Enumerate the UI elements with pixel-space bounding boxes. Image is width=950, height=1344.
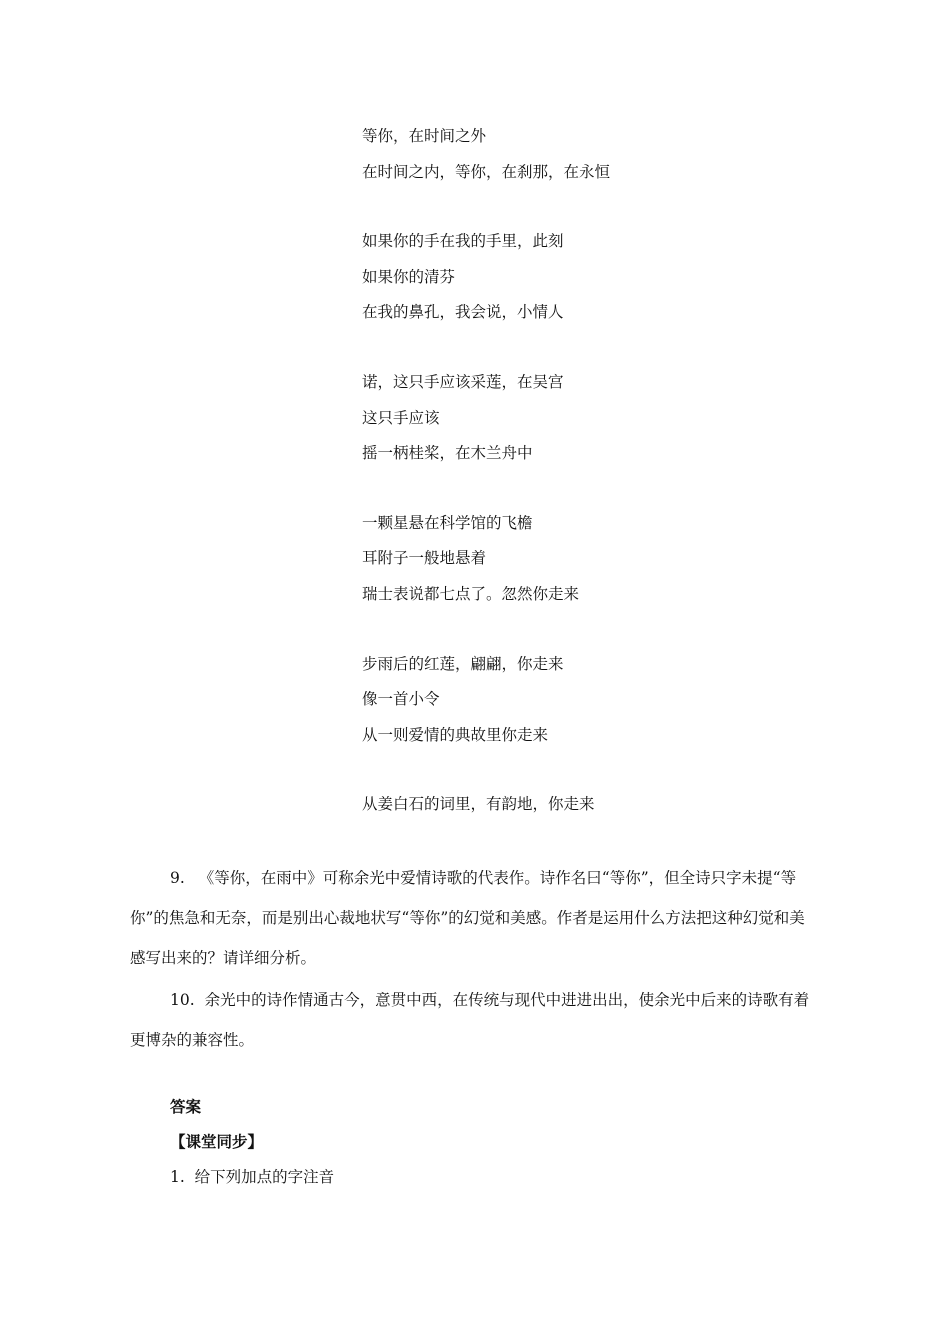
poem-line: 摇一柄桂桨，在木兰舟中 <box>362 444 533 463</box>
question-number: 10. <box>170 991 195 1009</box>
poem-line: 瑞士表说都七点了。忽然你走来 <box>362 584 580 603</box>
poem-line: 耳附子一般地悬着 <box>362 549 487 568</box>
answers-section <box>170 1093 810 1198</box>
question-text: 余光中的诗作情通古今，意贯中西，在传统与现代中进进出出，使余光中后来的诗歌有着更博杂的兼容性。 <box>130 991 810 1049</box>
answers-heading: 答案 <box>170 1098 202 1116</box>
answer-item: 1. 给下列加点的字注音 <box>170 1168 335 1186</box>
poem-stanza <box>362 790 822 826</box>
poem-line: 等你，在时间之外 <box>362 127 487 145</box>
poem <box>362 122 822 860</box>
poem-line: 诺，这只手应该采莲，在吴宫 <box>362 372 564 391</box>
poem-stanza <box>362 227 822 334</box>
section-heading: 【课堂同步】 <box>170 1133 264 1151</box>
poem-line: 一颗星悬在科学馆的飞檐 <box>362 513 533 532</box>
question-number: 9. <box>170 869 185 887</box>
poem-line: 从姜白石的词里，有韵地，你走来 <box>362 795 595 814</box>
poem-stanza <box>362 368 822 475</box>
poem-stanza <box>362 122 822 193</box>
poem-line: 如果你的清芬 <box>362 267 456 286</box>
question-9 <box>130 858 820 978</box>
poem-stanza <box>362 509 822 616</box>
question-text: 《等你，在雨中》可称余光中爱情诗歌的代表作。诗作名曰“等你”，但全诗只字未提“等你”的焦急和无奈，而是别出心裁地状写“等你”的幻觉和美感。作者是运用什么方法把这种幻觉和美感写出来的？请详细分析。 <box>130 869 805 967</box>
poem-line: 如果你的手在我的手里，此刻 <box>362 232 564 251</box>
poem-line: 步雨后的红莲，翩翩，你走来 <box>362 654 564 673</box>
poem-line: 在我的鼻孔，我会说，小情人 <box>362 303 564 322</box>
question-10 <box>130 980 820 1060</box>
poem-stanza <box>362 650 822 757</box>
poem-line: 这只手应该 <box>362 408 440 427</box>
poem-line: 在时间之内，等你，在刹那，在永恒 <box>362 162 611 181</box>
poem-line: 像一首小令 <box>362 690 440 709</box>
poem-line: 从一则爱情的典故里你走来 <box>362 725 549 744</box>
